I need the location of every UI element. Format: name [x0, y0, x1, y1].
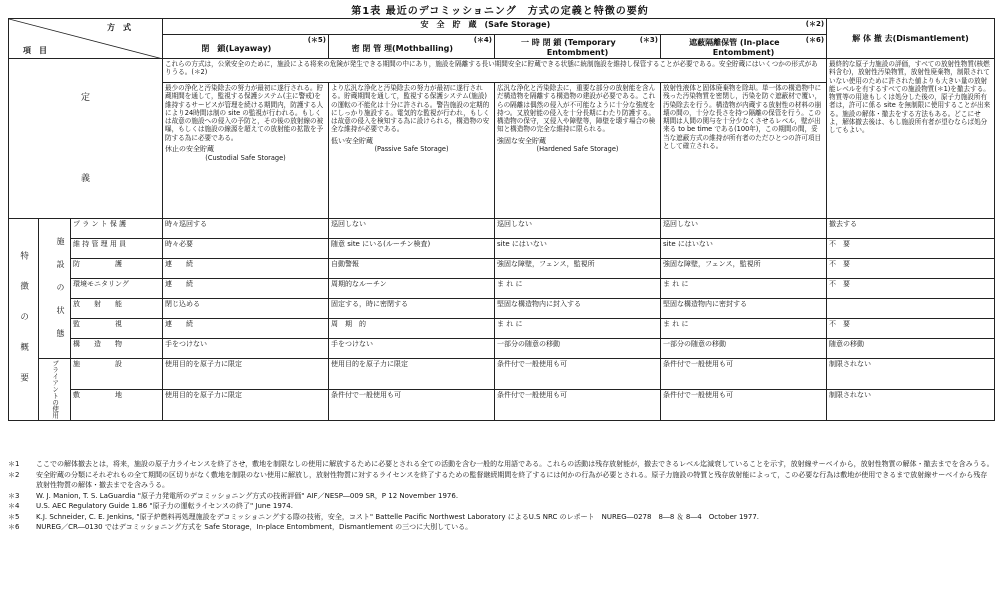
- table-cell: 不 要: [827, 259, 995, 279]
- site-use-label: ブライアントの使用: [39, 359, 71, 421]
- dismantlement-header: 解 体 撤 去(Dismantlement): [827, 19, 995, 59]
- footnotes: [8, 459, 994, 533]
- inplace-entombment-header: (＊6) 遮蔽隔離保管 (In-place Entombment): [661, 35, 827, 59]
- definition-mothballing: より広汎な浄化と汚染除去の努力が最初に遂行される。貯蔵期間を通して，監視する保護システム(施設)の運転の不能化は十分に許される。警告施設の定期的にしっかり施設する。電気的な監視が行われ，もしくは故意の侵入を検知する為に設けられる，構造物の安全な維持が必要である。 低い安全貯蔵 (Passive Safe Storage): [329, 83, 495, 219]
- table-cell: 手をつけない: [163, 339, 329, 359]
- table-cell: ま れ に: [495, 279, 661, 299]
- table-cell: 堅固な構造物内に密封する: [661, 299, 827, 319]
- table-cell: 一部分の随意の移動: [495, 339, 661, 359]
- table-cell: site にはいない: [495, 239, 661, 259]
- table-cell: 使用目的を原子力に限定: [329, 359, 495, 390]
- row-label-facility: 施 設: [71, 359, 163, 390]
- table-cell: site にはいない: [661, 239, 827, 259]
- table-cell: 周 期 的: [329, 319, 495, 339]
- definition-dismantlement: 最終的な原子力施設の評価，すべての放射性物質(核燃料含む)，放射性汚染物質，放射性廃棄物，制限されていない使用のために許された値よりも大きい量の放射能レベルを有するすべての施設物質(＊1)を撤去する。物質等の用途もしくは処分した後の，原子力施設所有者は，許可に係る site を無制限に使用することが出来る。施設の解体・撤去をする方法もある。どこにせよ，解体撤去後は、もし施設所有者が望むならば処分してもよい。: [827, 59, 995, 219]
- features-label: 特 徴 の 概 要: [9, 219, 39, 421]
- table-cell: 条件付で一般使用も可: [661, 389, 827, 420]
- row-label-site: 敷 地: [71, 389, 163, 420]
- facility-state-label: 施 設 の 状 態: [51, 219, 71, 359]
- row-label-protection: 防 護: [71, 259, 163, 279]
- table-cell: ま れ に: [661, 279, 827, 299]
- table-cell: 強固な障壁，フェンス，監視所: [495, 259, 661, 279]
- table-cell: 条件付で一般使用も可: [329, 389, 495, 420]
- table-cell: 使用目的を原子力に限定: [163, 389, 329, 420]
- table-cell: 制限されない: [827, 389, 995, 420]
- table-title: 第1表 最近のデコミッショニング 方式の定義と特徴の要約: [351, 6, 649, 17]
- safe-storage-header: 安 全 貯 蔵 (Safe Storage) (＊2): [163, 19, 827, 35]
- table-cell: 閉じ込める: [163, 299, 329, 319]
- decommissioning-table: [8, 18, 995, 421]
- method-label: 方 式: [107, 23, 131, 32]
- table-cell: 自動警報: [329, 259, 495, 279]
- table-cell: 手をつけない: [329, 339, 495, 359]
- definition-common: これらの方式は，公衆安全のために，施設による将来の危険が発生できる期間の中にあり，施設を隔離する長い期間安全に貯蔵できる状態に統制施設を維持し保管することが必要である。安全貯蔵にはいくつかの形式がありうる。(＊2): [163, 59, 827, 83]
- row-label-surveillance: 監 視: [71, 319, 163, 339]
- table-cell: 一部分の随意の移動: [661, 339, 827, 359]
- table-cell: 連 続: [163, 319, 329, 339]
- definition-label: 定 義: [9, 59, 163, 219]
- table-cell: 条件付で一般使用も可: [495, 389, 661, 420]
- table-cell: 条件付で一般使用も可: [495, 359, 661, 390]
- table-cell: 条件付で一般使用も可: [661, 359, 827, 390]
- table-cell: 固定する，時に密閉する: [329, 299, 495, 319]
- row-label-env-monitoring: 環境モニタリング: [71, 279, 163, 299]
- table-cell: 使用目的を原子力に限定: [163, 359, 329, 390]
- row-label-radioactivity: 放 射 能: [71, 299, 163, 319]
- table-cell: 時々必要: [163, 239, 329, 259]
- table-cell: 巡回しない: [495, 219, 661, 239]
- table-cell: ま れ に: [495, 319, 661, 339]
- table-cell: 時々巡回する: [163, 219, 329, 239]
- footnote: ＊2 安全貯蔵の分類にそれぞれもの全て期間の区切りがなく敷地を制限のない使用に解放し，放射性物質に対するライセンスを終了するための監督継続期間を終了するには何かの行為が必要とされる。原子力施設の特質と残存放射能によって，この必要な行為は敷地が使用できるまで放射線サーベイから残存放射性物質の解体・撤去までを含みうる。: [8, 470, 988, 489]
- table-cell: 制限されない: [827, 359, 995, 390]
- row-label-plant-protection: プ ラ ン ト 保 護: [71, 219, 163, 239]
- definition-temporary-entombment: 広汎な浄化と汚染除去に，重要な部分の放射能を含んだ構造物を隔離する構造物の建設が必要である。これらの隔離は偶然の侵入が不可能なように十分な強度を持つ。又放射能の侵入を十分長期にわたり防護する。構造物の保守，又侵入や障壁等，障壁を壊す場合の検知と構造物の完全な維持に限られる。 強固な安全貯蔵 (Hardened Safe Storage): [495, 83, 661, 219]
- row-label-maintenance: 維 持 管 理 用 員: [71, 239, 163, 259]
- table-cell: 随意の移動: [827, 339, 995, 359]
- mothballing-header: (＊4) 密 閉 管 理(Mothballing): [329, 35, 495, 59]
- table-cell: 周期的なルーチン: [329, 279, 495, 299]
- table-cell: 撤去する: [827, 219, 995, 239]
- table-cell: 不 要: [827, 279, 995, 299]
- table-cell: ま れ に: [661, 319, 827, 339]
- layaway-header: (＊5) 閉 鎖(Layaway): [163, 35, 329, 59]
- table-cell: 連 続: [163, 259, 329, 279]
- definition-inplace-entombment: 放射性液体と固体廃棄物を除却。単一体の構造物中に残った汚染物質を密閉し，汚染を防ぐ遮蔽材で覆い，汚染除去を行う。構造物が内蔵する放射性の材料の崩壊の間の，十分な長さを持つ隔離の保管を行う。この期間は人間の関与を十分少なくさせるレベル，壁が出来る to be time である(100年)，この期間の間，妥当な遮蔽方式の維持が所有者のただひとつの許可項目として確立される。: [661, 83, 827, 219]
- table-cell: 不 要: [827, 319, 995, 339]
- table-cell: 強固な障壁，フェンス，監視所: [661, 259, 827, 279]
- footnote: ＊1 ここでの解体撤去とは，将来，施設の原子力ライセンスを終了させ，敷地を制限なしの使用に解放するために必要とされる全ての活動を含む一般的な用語である。これらの活動は残存放射能が，撤去できるレベル迄減衰していることを示す，放射線サーベイから，放射性物質の解体・撤去までを含みうる。: [8, 460, 994, 468]
- footnote: ＊3 W. J. Manion, T. S. LaGuardia "原子力発電所のデコミッショニング方式の技術評価" AIF／NESP―009 SR，P 12 November 1976.: [8, 491, 459, 500]
- table-cell: 堅固な構造物内に封入する: [495, 299, 661, 319]
- table-cell: 不 要: [827, 239, 995, 259]
- footnote: ＊4 U.S. AEC Regulatory Guide 1.86 "原子力の運転ライセンスの終了" June 1974.: [8, 502, 293, 510]
- item-label: 項 目: [23, 46, 47, 55]
- table-cell: 巡回しない: [661, 219, 827, 239]
- table-cell: 随意 site にいる(ルーチン検査): [329, 239, 495, 259]
- footnote: ＊5 K.J. Schneider, C. E. Jenkins, "原子炉燃料再処理施設をデコミッショニングする際の技術，安全，コスト" Battelle Pacific Northwest Laboratory によるU.S NRC のレポート NUREG―0278 8―8 ＆ 8―4 October 1977.: [8, 512, 760, 521]
- table-cell: 巡回しない: [329, 219, 495, 239]
- temporary-entombment-header: (＊3) 一 時 閉 鎖 (Temporary Entombment): [495, 35, 661, 59]
- table-cell: 連 続: [163, 279, 329, 299]
- definition-layaway: 最少の浄化と汚染除去の努力が最初に遂行される。貯蔵期間を通して，監視する保護システム(主に警戒)を維持するサービスが管理を続ける期間内，防護する人により24時間は制の site の監視が行われる。もしくは故意の施設への侵入の予防と，その後の放射線の被曝，もしくは施設の線源を超えての放射能の拡散を予防する為に必要である。 休止の安全貯蔵 (Custodial Safe Storage): [163, 83, 329, 219]
- footnote: ＊6 NUREG／CR―0130 ではデコミッショニング方式を Safe Storage，In-place Entombment，Dismantlement の三つに大別している。: [8, 523, 473, 531]
- row-label-structure: 構 造 物: [71, 339, 163, 359]
- table-cell: [827, 299, 995, 319]
- header-corner: [9, 19, 163, 59]
